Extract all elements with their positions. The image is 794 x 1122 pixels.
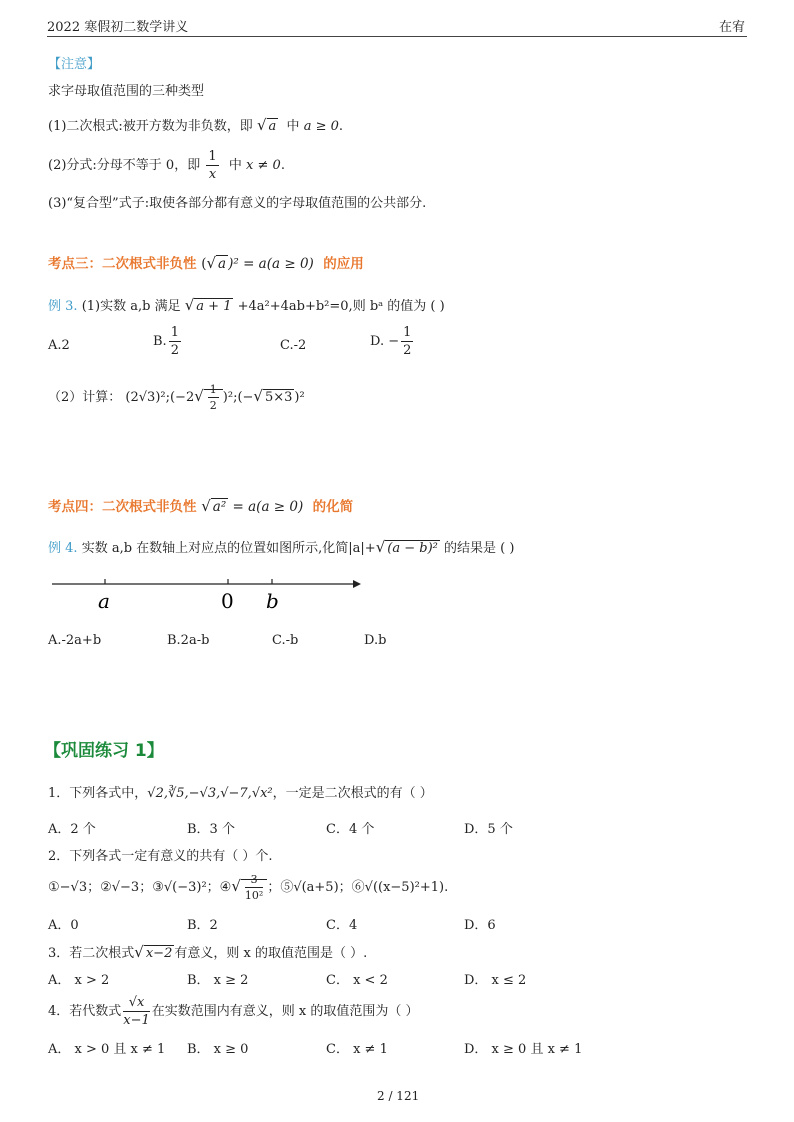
q3-option-b: B． x ≥ 2 [187,973,249,988]
example-4-option-a: A.-2a+b [48,633,102,648]
example-4-question: 例 4. 实数 a,b 在数轴上对应点的位置如图所示,化简|a|+√ (a − b)² 的结果是 ( ) [48,538,515,556]
q4-option-d: D． x ≥ 0 且 x ≠ 1 [464,1042,583,1057]
q2-option-b: B．2 [187,918,218,933]
example-4-option-c: C.-b [272,633,299,648]
practice-heading: 【巩固练习 1】 [44,741,164,761]
q2-option-d: D．6 [464,918,496,933]
page-number: 2 / 121 [377,1089,420,1103]
q4-option-a: A． x > 0 且 x ≠ 1 [48,1042,166,1057]
axis-label-b: b [266,589,279,613]
q2-option-c: C．4 [326,918,358,933]
q1-option-b: B．3 个 [187,822,235,837]
q3-option-d: D． x ≤ 2 [464,973,527,988]
example-3-option-a: A.2 [48,338,70,353]
q3-option-c: C． x < 2 [326,973,388,988]
header-author: 在宥 [719,20,746,35]
example-3-option-c: C.-2 [280,338,307,353]
note-title: 【注意】 [48,57,101,72]
q4-option-b: B． x ≥ 0 [187,1042,249,1057]
note-line-2: (2)分式:分母不等于 0，即 $\frac{1}{x}$ 中 x ≠ 0. [48,149,285,182]
q3-option-a: A． x > 2 [48,973,110,988]
axis-label-a: a [98,589,110,613]
section-3-heading: 考点三：二次根式非负性 (√ a )² = a(a ≥ 0) 的应用 [48,254,364,272]
example-3-option-d: D. − $\frac{1}{2}$ [370,325,412,358]
q1-option-c: C．4 个 [326,822,375,837]
practice-q2-items: ①−√3；②√−3；③√(−3)²；④√ $\frac{3}{\text{10²}}$ ；⑤√(a+5)；⑥√((x−5)²+1). [48,873,449,902]
header-rule [47,36,747,37]
q1-option-a: A．2 个 [48,822,96,837]
practice-q3: 3．若二次根式√ x−2 有意义，则 x 的取值范围是（ ）. [48,943,368,961]
example-3-question: 例 3. (1)实数 a,b 满足 √ a + 1 +4a²+4ab+b²=0,则 bᵃ 的值为 ( ) [48,296,445,314]
axis-label-zero: 0 [221,589,234,613]
practice-q2: 2．下列各式一定有意义的共有（ ）个. [48,849,273,864]
section-4-heading: 考点四：二次根式非负性 √ a² = a(a ≥ 0) 的化简 [48,497,354,515]
practice-q1: 1．下列各式中，√2,∛5,−√3,√−7,√x²，一定是二次根式的有（ ） [48,786,433,801]
number-line [48,570,368,615]
example-4-option-b: B.2a-b [167,633,210,648]
example-3-part-2: （2）计算： (2√3)²;(−2√ $\frac{1}{2}$ )²;(−√ 5×3 )² [48,383,305,412]
example-4-option-d: D.b [364,633,387,648]
example-3-option-b: B. $\frac{1}{2}$ [153,325,179,358]
note-line-1: (1)二次根式:被开方数为非负数，即 √ a 中 a ≥ 0. [48,116,344,134]
q1-option-d: D．5 个 [464,822,513,837]
header-title: 2022 寒假初二数学讲义 [47,20,189,35]
note-intro: 求字母取值范围的三种类型 [48,84,205,99]
practice-q4: 4．若代数式 $\frac{√x}{x-1}$ 在实数范围内有意义，则 x 的取值范围为（ ） [48,995,419,1028]
note-line-3: (3)“复合型”式子:取使各部分都有意义的字母取值范围的公共部分. [48,196,427,211]
q2-option-a: A．0 [48,918,79,933]
q4-option-c: C． x ≠ 1 [326,1042,388,1057]
